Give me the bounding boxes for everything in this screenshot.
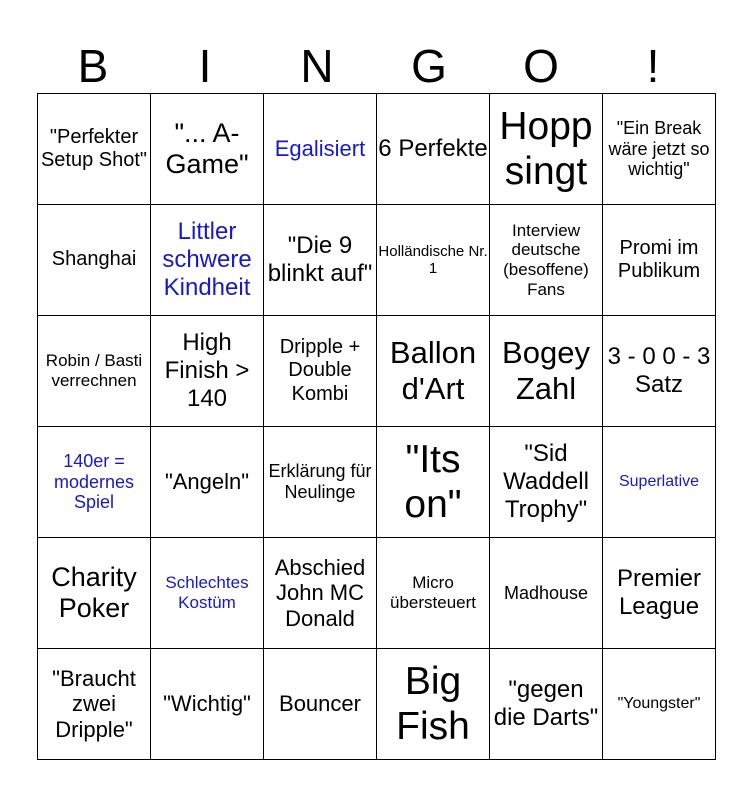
header-letter-b: B: [77, 40, 109, 92]
header-exclamation: !: [646, 40, 660, 92]
bingo-row: [38, 427, 716, 538]
bingo-cell[interactable]: Madhouse: [490, 538, 603, 649]
bingo-cell[interactable]: Holländische Nr. 1: [377, 205, 490, 316]
bingo-cell[interactable]: "Angeln": [151, 427, 264, 538]
bingo-cell[interactable]: Hopp singt: [490, 94, 603, 205]
bingo-cell[interactable]: "Sid Waddell Trophy": [490, 427, 603, 538]
bingo-cell[interactable]: Robin / Basti verrechnen: [38, 316, 151, 427]
header-letter-o: O: [523, 40, 559, 92]
header-letter-g: G: [411, 40, 447, 92]
bingo-cell[interactable]: Superlative: [603, 427, 716, 538]
bingo-cell[interactable]: "Youngster": [603, 649, 716, 760]
bingo-cell[interactable]: Abschied John MC Donald: [264, 538, 377, 649]
bingo-cell[interactable]: Littler schwere Kindheit: [151, 205, 264, 316]
bingo-cell[interactable]: "gegen die Darts": [490, 649, 603, 760]
bingo-card-grid: [37, 93, 716, 760]
bingo-cell[interactable]: "Ein Break wäre jetzt so wichtig": [603, 94, 716, 205]
bingo-row: [38, 94, 716, 205]
bingo-cell[interactable]: 140er = modernes Spiel: [38, 427, 151, 538]
bingo-row: [38, 316, 716, 427]
header-letter-i: I: [198, 40, 212, 92]
bingo-cell[interactable]: Big Fish: [377, 649, 490, 760]
bingo-cell[interactable]: "Braucht zwei Dripple": [38, 649, 151, 760]
bingo-cell[interactable]: Bogey Zahl: [490, 316, 603, 427]
bingo-cell[interactable]: Egalisiert: [264, 94, 377, 205]
bingo-cell[interactable]: Premier League: [603, 538, 716, 649]
bingo-cell[interactable]: Charity Poker: [38, 538, 151, 649]
bingo-cell[interactable]: Ballon d'Art: [377, 316, 490, 427]
bingo-cell[interactable]: Dripple + Double Kombi: [264, 316, 377, 427]
bingo-cell[interactable]: Promi im Publikum: [603, 205, 716, 316]
bingo-cell[interactable]: "Die 9 blinkt auf": [264, 205, 377, 316]
bingo-cell[interactable]: Bouncer: [264, 649, 377, 760]
bingo-row: [38, 649, 716, 760]
bingo-cell[interactable]: High Finish > 140: [151, 316, 264, 427]
bingo-row: [38, 538, 716, 649]
header-letter-n: N: [300, 40, 334, 92]
bingo-header: [37, 38, 709, 94]
bingo-cell[interactable]: "Perfekter Setup Shot": [38, 94, 151, 205]
bingo-cell[interactable]: 6 Perfekte: [377, 94, 490, 205]
bingo-cell[interactable]: Shanghai: [38, 205, 151, 316]
bingo-cell[interactable]: Erklärung für Neulinge: [264, 427, 377, 538]
bingo-cell[interactable]: Interview deutsche (besoffene) Fans: [490, 205, 603, 316]
bingo-cell[interactable]: Schlechtes Kostüm: [151, 538, 264, 649]
bingo-cell[interactable]: 3 - 0 0 - 3 Satz: [603, 316, 716, 427]
bingo-cell[interactable]: "Its on": [377, 427, 490, 538]
bingo-cell[interactable]: "Wichtig": [151, 649, 264, 760]
bingo-cell[interactable]: Micro übersteuert: [377, 538, 490, 649]
bingo-row: [38, 205, 716, 316]
bingo-cell[interactable]: "... A-Game": [151, 94, 264, 205]
